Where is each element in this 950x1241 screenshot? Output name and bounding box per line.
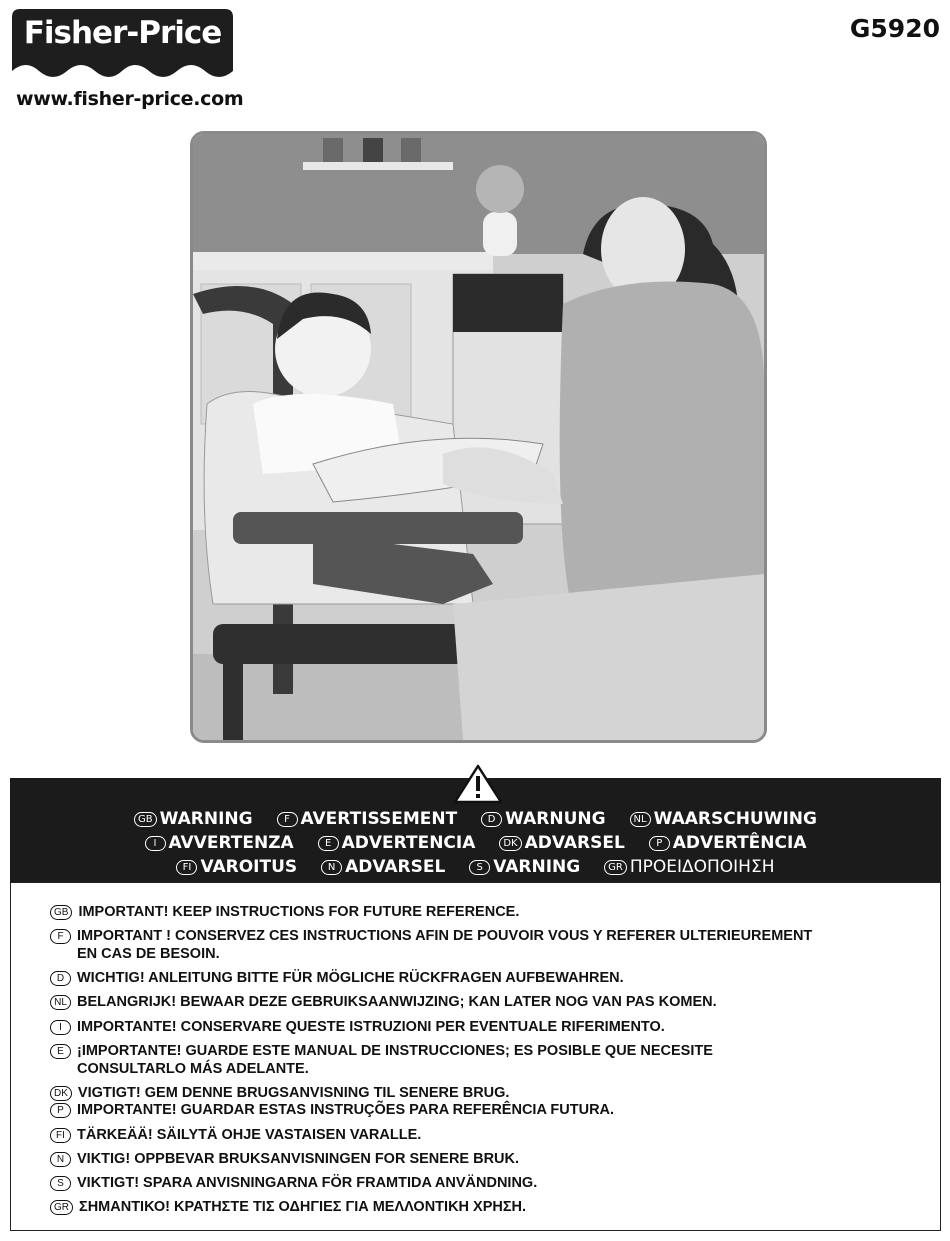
- lang-code-badge: NL: [630, 812, 651, 827]
- lang-code-badge: DK: [50, 1086, 72, 1101]
- lang-code-badge: GR: [50, 1200, 73, 1215]
- instruction-item: [50, 993, 717, 1011]
- warning-row-3: [10, 857, 941, 877]
- warning-row-2: [10, 833, 941, 853]
- lang-code-badge: P: [649, 836, 670, 851]
- warning-label: ADVARSEL: [524, 833, 625, 853]
- lang-code-badge: N: [50, 1152, 71, 1167]
- lang-code-badge: P: [50, 1103, 71, 1118]
- instruction-text: [77, 927, 812, 963]
- product-photo-icon: [193, 134, 764, 740]
- lang-code-badge: DK: [499, 836, 521, 851]
- instruction-text: VIKTIGT! SPARA ANVISNINGARNA FÖR FRAMTIDA ANVÄNDNING.: [77, 1175, 538, 1191]
- warning-item: [134, 809, 253, 829]
- logo-text: Fisher-Price: [23, 15, 222, 51]
- warning-item: [604, 857, 774, 877]
- instruction-text: BELANGRIJK! BEWAAR DEZE GEBRUIKSAANWIJZING; KAN LATER NOG VAN PAS KOMEN.: [77, 994, 717, 1010]
- instruction-item: [50, 1174, 537, 1192]
- lang-code-badge: D: [50, 971, 71, 986]
- lang-code-badge: F: [277, 812, 298, 827]
- instruction-text: TÄRKEÄÄ! SÄILYTÄ OHJE VASTAISEN VARALLE.: [77, 1127, 422, 1143]
- warning-row-1: [10, 809, 941, 829]
- instruction-line-1: ¡IMPORTANTE! GUARDE ESTE MANUAL DE INSTRUCCIONES; ES POSIBLE QUE NECESITE: [77, 1043, 713, 1059]
- lang-code-badge: I: [50, 1020, 71, 1035]
- warning-label: VARNING: [493, 857, 581, 877]
- warning-label: WARNUNG: [505, 809, 606, 829]
- lang-code-badge: I: [145, 836, 166, 851]
- lang-code-badge: S: [50, 1176, 71, 1191]
- instruction-item: [50, 927, 812, 963]
- warning-label: ADVARSEL: [345, 857, 446, 877]
- lang-code-badge: N: [321, 860, 342, 875]
- instruction-item: [50, 903, 519, 921]
- lang-code-badge: E: [318, 836, 339, 851]
- warning-triangle-icon: [453, 764, 503, 804]
- instruction-item: [50, 1126, 421, 1144]
- instruction-item: [50, 1042, 713, 1078]
- lang-code-badge: GB: [50, 905, 72, 920]
- instruction-item: [50, 1101, 614, 1119]
- fisher-price-logo: [12, 9, 233, 79]
- website-url[interactable]: www.fisher-price.com: [16, 88, 244, 110]
- lang-code-badge: NL: [50, 995, 71, 1010]
- lang-code-badge: FI: [176, 860, 197, 875]
- warning-item: [630, 809, 817, 829]
- instruction-item: [50, 969, 624, 987]
- warning-item: [318, 833, 476, 853]
- warning-label: ΠΡΟΕΙΔΟΠΟΙΗΣΗ: [629, 857, 775, 877]
- warning-item: [469, 857, 580, 877]
- instruction-line-2: EN CAS DE BESOIN.: [77, 946, 220, 962]
- warning-item: [176, 857, 297, 877]
- warning-item: [481, 809, 605, 829]
- lang-code-badge: S: [469, 860, 490, 875]
- warning-label: WARNING: [159, 809, 253, 829]
- warning-item: [145, 833, 294, 853]
- instruction-text: VIKTIG! OPPBEVAR BRUKSANVISNINGEN FOR SENERE BRUK.: [77, 1151, 520, 1167]
- lang-code-badge: GR: [604, 860, 627, 875]
- lang-code-badge: GB: [134, 812, 157, 827]
- warning-label: VAROITUS: [200, 857, 298, 877]
- instruction-text: VIGTIGT! GEM DENNE BRUGSANVISNING TIL SENERE BRUG.: [77, 1085, 510, 1101]
- warning-label: ADVERTÊNCIA: [672, 833, 807, 853]
- product-photo: [190, 131, 767, 743]
- warning-label: AVERTISSEMENT: [300, 809, 458, 829]
- warning-label: WAARSCHUWING: [653, 809, 817, 829]
- instruction-text: IMPORTANT! KEEP INSTRUCTIONS FOR FUTURE REFERENCE.: [78, 904, 520, 920]
- instruction-text: [77, 1042, 713, 1078]
- instruction-text: IMPORTANTE! GUARDAR ESTAS INSTRUÇÕES PARA REFERÊNCIA FUTURA.: [77, 1102, 615, 1118]
- warning-item: [499, 833, 624, 853]
- warning-item: [277, 809, 458, 829]
- instruction-item: [50, 1198, 526, 1216]
- lang-code-badge: F: [50, 929, 71, 944]
- warning-item: [649, 833, 807, 853]
- lang-code-badge: E: [50, 1044, 71, 1059]
- warning-label: AVVERTENZA: [168, 833, 294, 853]
- instruction-item: [50, 1150, 519, 1168]
- instruction-text: WICHTIG! ANLEITUNG BITTE FÜR MÖGLICHE RÜCKFRAGEN AUFBEWAHREN.: [77, 970, 624, 986]
- lang-code-badge: FI: [50, 1128, 71, 1143]
- instruction-line-1: IMPORTANT ! CONSERVEZ CES INSTRUCTIONS AFIN DE POUVOIR VOUS Y REFERER ULTERIEUREMENT: [77, 928, 813, 944]
- instruction-line-2: CONSULTARLO MÁS ADELANTE.: [77, 1061, 309, 1077]
- instruction-item: [50, 1018, 665, 1036]
- warning-item: [321, 857, 445, 877]
- instruction-text: IMPORTANTE! CONSERVARE QUESTE ISTRUZIONI PER EVENTUALE RIFERIMENTO.: [77, 1019, 665, 1035]
- instruction-text: ΣΗΜΑΝΤΙΚΟ! ΚΡΑΤΗΣΤΕ ΤΙΣ ΟΔΗΓΙΕΣ ΓΙΑ ΜΕΛΛΟΝΤΙΚΗ ΧΡΗΣΗ.: [79, 1199, 527, 1215]
- lang-code-badge: D: [481, 812, 502, 827]
- model-number: G5920: [849, 14, 940, 43]
- warning-label: ADVERTENCIA: [341, 833, 476, 853]
- instruction-item: [50, 1084, 509, 1102]
